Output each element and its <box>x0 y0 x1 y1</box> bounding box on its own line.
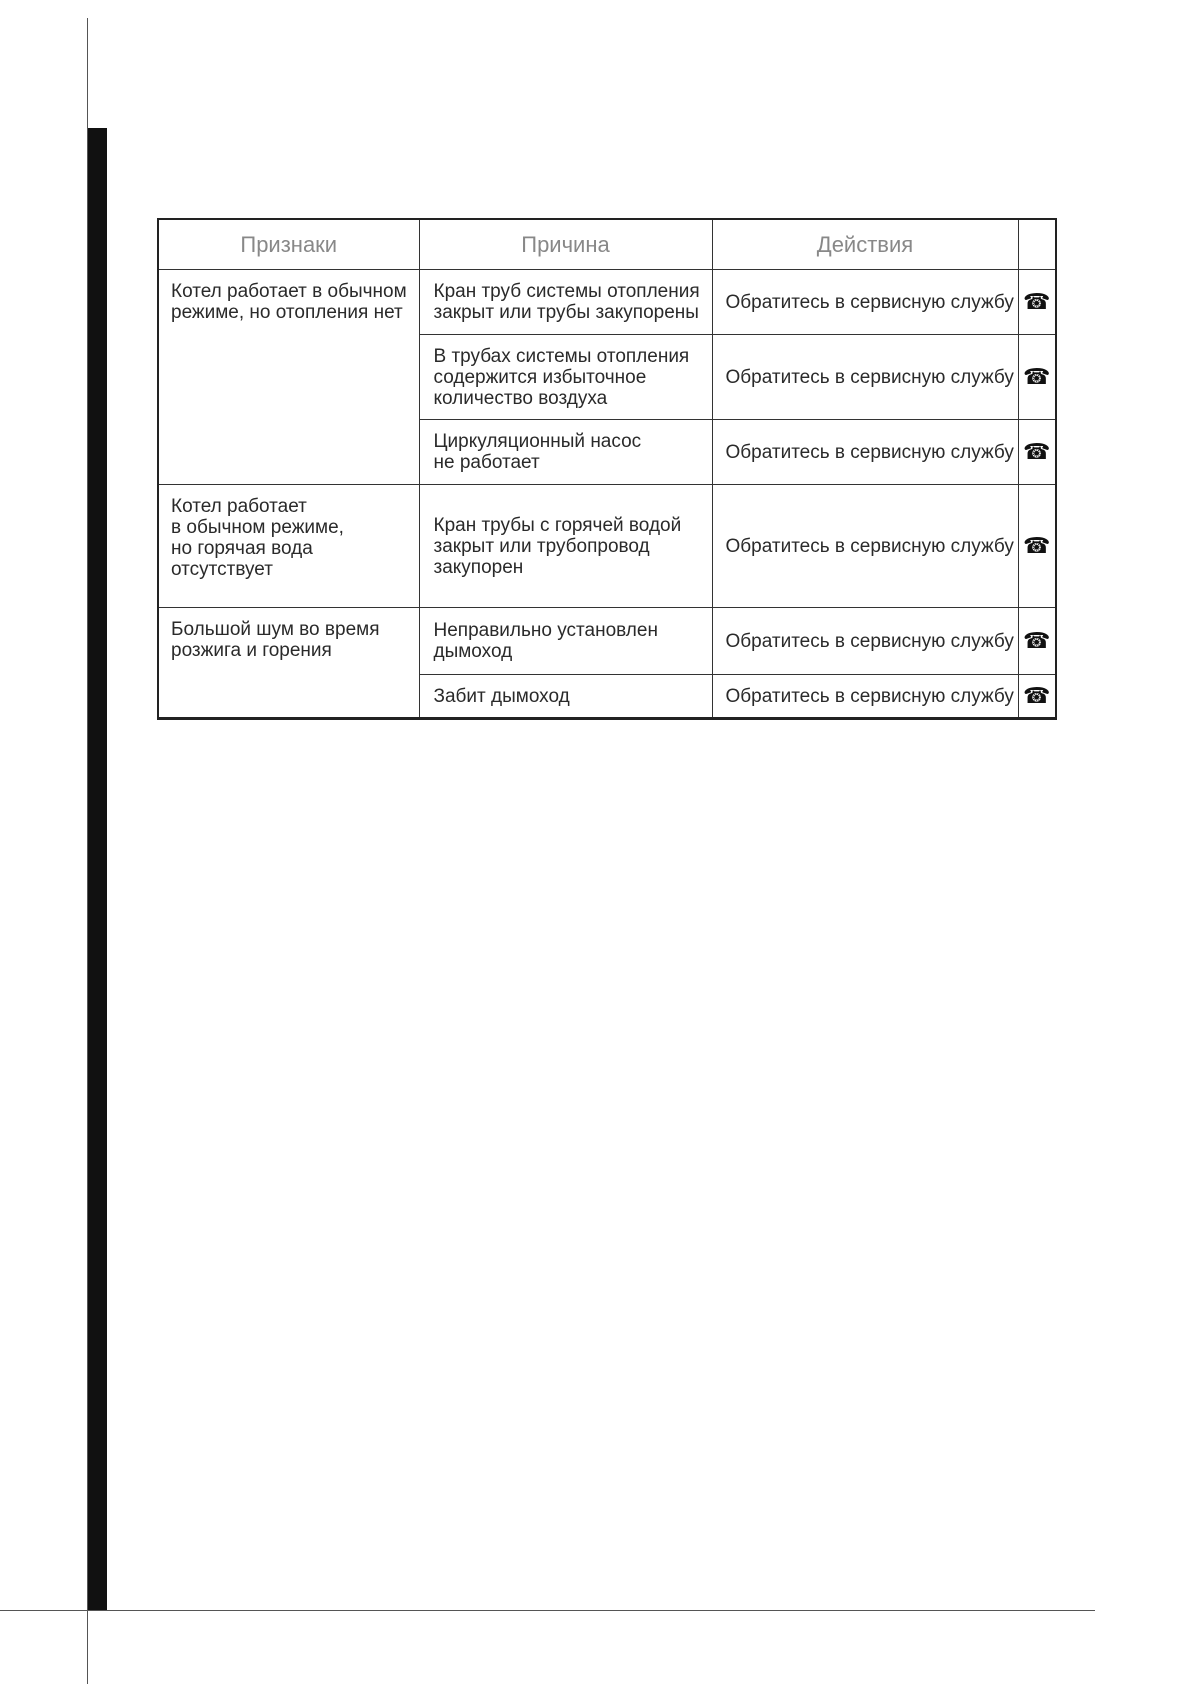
cause-cell: Забит дымоход <box>419 675 712 719</box>
action-cell: Обратитесь в сервисную службу <box>712 485 1018 608</box>
cause-cell: Кран трубы с горячей водой закрыт или трубопровод закупорен <box>419 485 712 608</box>
action-cell: Обратитесь в сервисную службу <box>712 270 1018 335</box>
action-cell: Обратитесь в сервисную службу <box>712 608 1018 675</box>
phone-icon: ☎ <box>1023 438 1051 464</box>
phone-icon: ☎ <box>1023 288 1051 314</box>
icon-cell <box>1018 675 1056 719</box>
icon-cell <box>1018 270 1056 335</box>
phone-icon: ☎ <box>1023 532 1051 558</box>
page-bottom-line <box>0 1610 1095 1611</box>
table-row <box>158 270 1056 335</box>
phone-icon: ☎ <box>1023 363 1051 389</box>
symptom-cell: Котел работает в обычном режиме, но горячая вода отсутствует <box>158 485 419 608</box>
cause-cell: Кран труб системы отопления закрыт или трубы закупорены <box>419 270 712 335</box>
page-margin-bar <box>88 128 107 1610</box>
action-cell: Обратитесь в сервисную службу <box>712 335 1018 420</box>
icon-cell <box>1018 608 1056 675</box>
symptom-cell: Большой шум во время розжига и горения <box>158 608 419 719</box>
phone-icon: ☎ <box>1023 682 1051 708</box>
cause-cell: Неправильно установлен дымоход <box>419 608 712 675</box>
header-actions: Действия <box>712 219 1018 270</box>
header-symptoms: Признаки <box>158 219 419 270</box>
icon-cell <box>1018 485 1056 608</box>
table-row <box>158 485 1056 608</box>
header-icon-column <box>1018 219 1056 270</box>
troubleshooting-table <box>157 218 1057 720</box>
cause-cell: Циркуляционный насос не работает <box>419 420 712 485</box>
table-row <box>158 608 1056 675</box>
phone-icon: ☎ <box>1023 627 1051 653</box>
icon-cell <box>1018 335 1056 420</box>
header-cause: Причина <box>419 219 712 270</box>
icon-cell <box>1018 420 1056 485</box>
symptom-cell: Котел работает в обычном режиме, но отопления нет <box>158 270 419 485</box>
action-cell: Обратитесь в сервисную службу <box>712 420 1018 485</box>
cause-cell: В трубах системы отопления содержится избыточное количество воздуха <box>419 335 712 420</box>
action-cell: Обратитесь в сервисную службу <box>712 675 1018 719</box>
table-header-row <box>158 219 1056 270</box>
